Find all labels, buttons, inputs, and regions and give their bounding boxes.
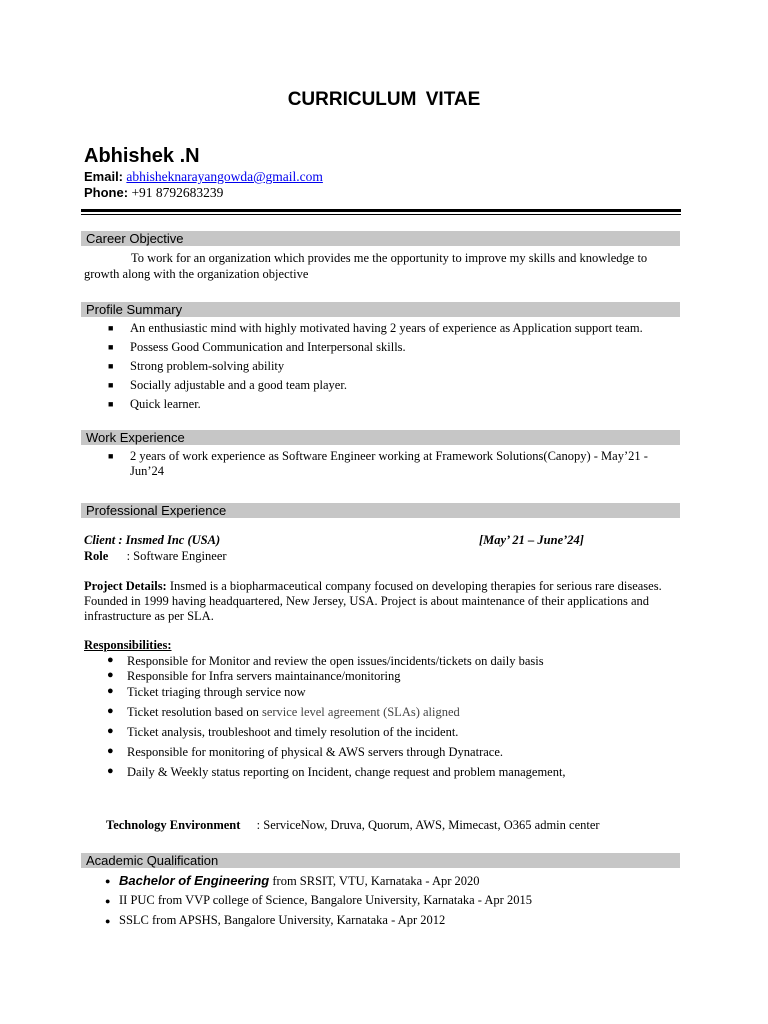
section-header-profile-summary: Profile Summary [81, 302, 680, 317]
phone-label: Phone: [84, 185, 129, 200]
square-bullet-icon: ■ [108, 451, 114, 461]
responsibilities-heading: Responsibilities: [84, 638, 172, 652]
square-bullet-icon: ■ [108, 399, 114, 409]
square-bullet-icon: ■ [108, 380, 114, 390]
square-bullet-icon: ■ [108, 361, 114, 371]
dot-bullet-icon: ● [105, 876, 111, 886]
email-link[interactable]: abhisheknarayangowda@gmail.com [126, 169, 323, 184]
career-objective-line-1: To work for an organization which provides me the opportunity to improve my skills and knowledge to [131, 251, 648, 265]
technology-environment-value: : ServiceNow, Druva, Quorum, AWS, Mimecast, O365 admin center [256, 818, 600, 832]
phone-line [84, 185, 223, 201]
dot-bullet-icon: ● [107, 765, 114, 777]
project-details-line-3: infrastructure as per SLA. [84, 609, 214, 623]
dot-bullet-icon: ● [105, 896, 111, 906]
sla-text: service level agreement (SLAs) aligned [261, 705, 460, 719]
email-label: Email: [84, 169, 124, 184]
project-details-label: Project Details: [84, 579, 167, 593]
header-divider-thin [81, 214, 681, 215]
email-line [84, 169, 323, 185]
dot-bullet-icon: ● [107, 654, 114, 666]
project-details-line-1: Project Details: Insmed is a biopharmaceutical company focused on developing therapies for serious rare diseases. [84, 579, 662, 593]
technology-environment-label: Technology Environment [106, 818, 241, 832]
role-line [84, 548, 227, 564]
dot-bullet-icon: ● [105, 916, 111, 926]
degree-name: Bachelor of Engineering [119, 873, 270, 888]
section-header-career-objective: Career Objective [81, 231, 680, 246]
phone-number: +91 8792683239 [131, 185, 224, 200]
dot-bullet-icon: ● [107, 669, 114, 681]
section-header-professional-experience: Professional Experience [81, 503, 680, 518]
header-divider-thick [81, 209, 681, 212]
section-header-academic-qualification: Academic Qualification [81, 853, 680, 868]
role-value: : Software Engineer [126, 549, 227, 563]
client-period: [May’ 21 – June’24] [479, 533, 584, 547]
client-name: Client : Insmed Inc (USA) [84, 533, 221, 547]
dot-bullet-icon: ● [107, 725, 114, 737]
candidate-name: Abhishek .N [84, 145, 200, 167]
section-header-work-experience: Work Experience [81, 430, 680, 445]
dot-bullet-icon: ● [107, 705, 114, 717]
square-bullet-icon: ■ [108, 342, 114, 352]
technology-environment-line [106, 817, 600, 833]
role-label: Role [84, 549, 109, 563]
project-details-line-2: Founded in 1999 having headquartered, New Jersey, USA. Project is about maintenance of their applications and [84, 594, 650, 608]
dot-bullet-icon: ● [107, 685, 114, 697]
square-bullet-icon: ■ [108, 323, 114, 333]
dot-bullet-icon: ● [107, 745, 114, 757]
document-title: CURRICULUM VITAE [287, 89, 481, 110]
career-objective-line-2: growth along with the organization objective [84, 267, 309, 281]
